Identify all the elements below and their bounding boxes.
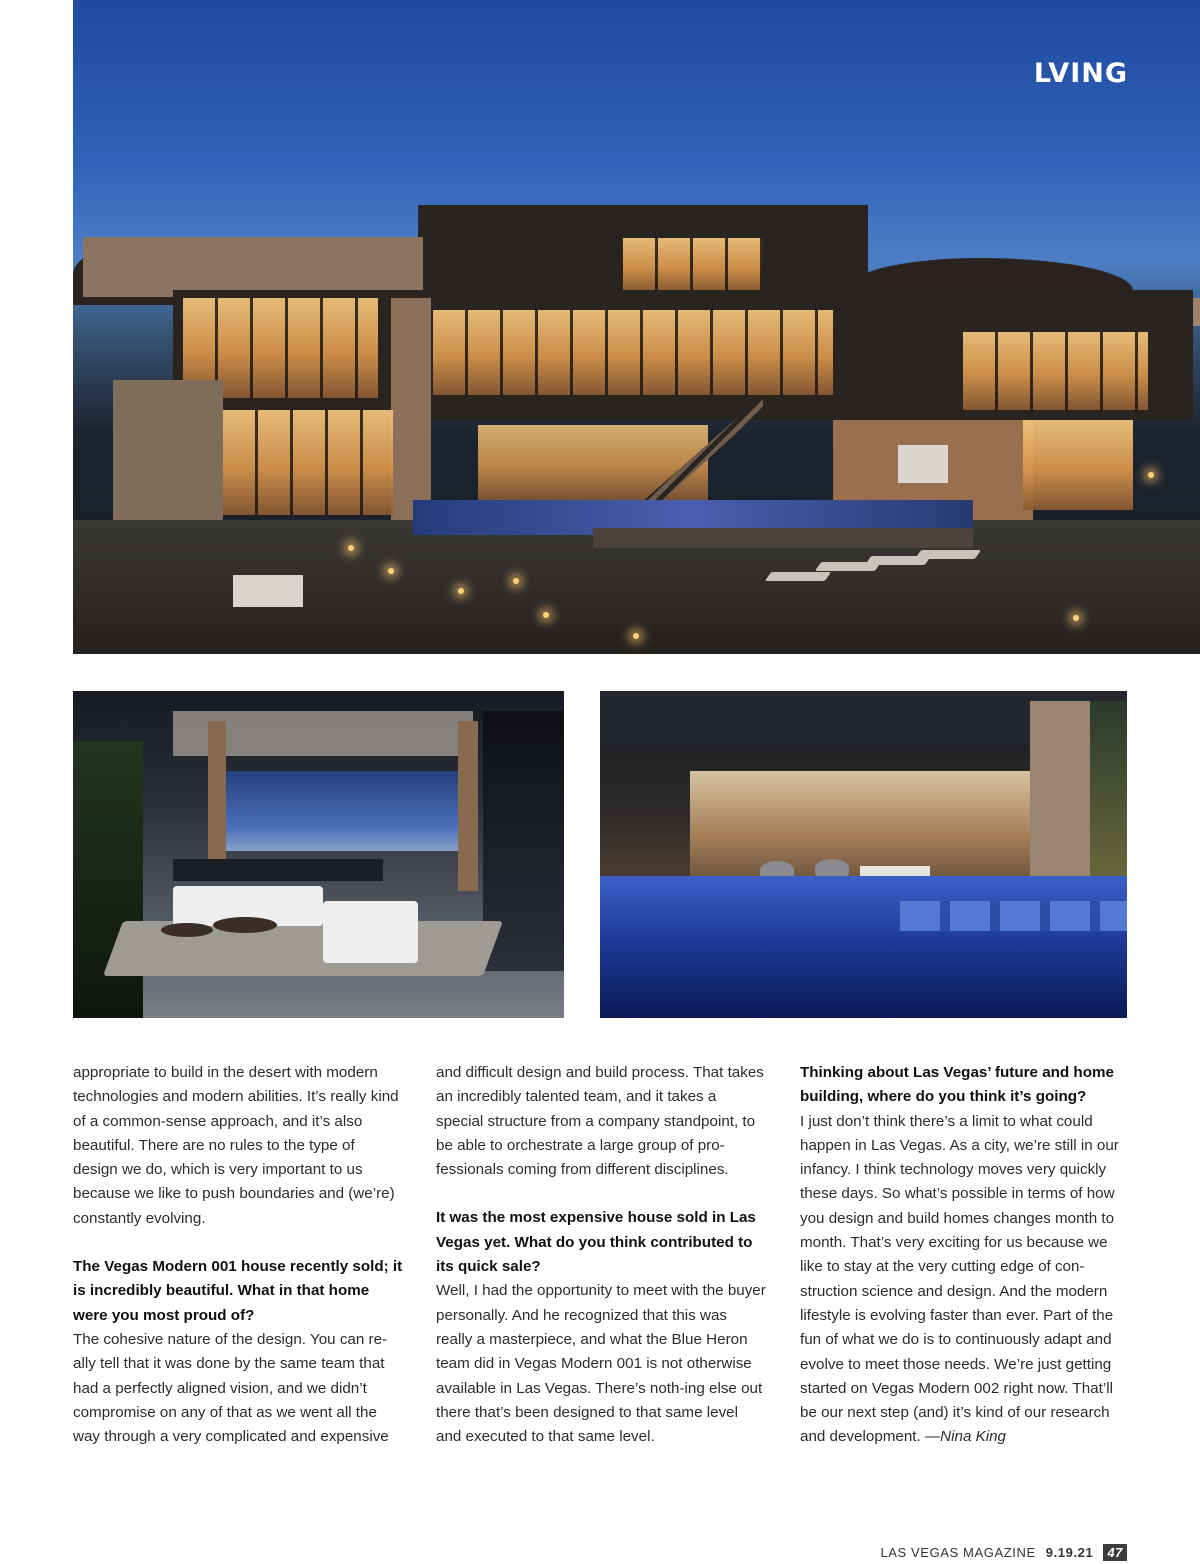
issue-date: 9.19.21 [1045, 1544, 1094, 1560]
hero-photo [73, 0, 1200, 654]
interview-answer: Well, I had the opportunity to meet with the buyer personally. And he recognized that this was really a masterpiece, and what the Blue Heron team did in Vegas Modern 001 is not otherwise available in Las Vegas. There’s noth-ing else out there that’s been designed to that same level and executed to that same level. [436, 1282, 766, 1446]
stone-wall [1030, 701, 1090, 891]
page-footer [880, 1542, 1127, 1562]
pool-patio-photo [600, 691, 1127, 1018]
garden-light [458, 588, 464, 594]
interview-answer: The cohesive nature of the design. You can re-ally tell that it was done by the same team that had a perfectly aligned vision, and we didn’t compromise on any of that as we went all the way through a very complicated and expensive [73, 1330, 389, 1446]
interview-answer: I just don’t think there’s a limit to what could happen in Las Vegas. As a city, we’re still in our infancy. I think technology moves very quickly these days. So what’s possible in terms of how you design and build homes changes month to month. That’s very exciting for us because we like to stay at the very cutting edge of con-struction science and design. And the modern lifestyle is evolving faster than ever. Part of the fun of what we do is to continuously adapt and evolve to meet those needs. We’re just getting started on Vegas Modern 002 right now. That’ll be our next step (and) it’s kind of our research and development. [800, 1112, 1119, 1446]
lower-glass-right [1023, 420, 1133, 510]
picture-window [223, 771, 458, 851]
paragraph: and difficult design and build process. That takes an incredibly talented team, and it takes a special structure from a company standpoint, to be able to orchestrate a large group of pro-fessionals coming from different disciplines. [436, 1064, 764, 1179]
text-column-2 [436, 1061, 766, 1449]
coffee-table [213, 917, 277, 933]
pool-edge [593, 528, 973, 548]
indoor-plant [73, 741, 143, 1018]
living-room-photo [73, 691, 564, 1018]
paragraph: appropriate to build in the desert with modern technologies and modern abilities. It’s really kind of a common-sense approach, and it’s also beautiful. There are no rules to the type of design we do, which is very important to us because we like to push boundaries and (we’re) constantly evolving. [73, 1064, 399, 1227]
bar-counter [173, 859, 383, 881]
qa-block [73, 1255, 403, 1449]
coffee-table [161, 923, 213, 937]
garden-light [513, 578, 519, 584]
publication-name: LAS VEGAS MAGAZINE [880, 1544, 1036, 1560]
interview-question: Thinking about Las Vegas’ future and home building, where do you think it’s going? [800, 1064, 1114, 1106]
sun-lounger [765, 572, 831, 581]
pool-water [600, 876, 1127, 1018]
garden-light [348, 545, 354, 551]
outdoor-tv [898, 445, 948, 483]
qa-block [800, 1061, 1130, 1450]
lounge-chair [233, 575, 303, 607]
text-column-1 [73, 1061, 403, 1449]
text-column-3 [800, 1061, 1130, 1450]
garden-light [633, 633, 639, 639]
roof-slab-left [83, 237, 423, 297]
sun-lounger [915, 550, 981, 559]
garden-light [543, 612, 549, 618]
qa-block [436, 1206, 766, 1449]
section-label: LVING [1033, 58, 1128, 89]
stepping-stones [900, 901, 1127, 931]
author-signature: —Nina King [924, 1428, 1007, 1446]
garden-light [1073, 615, 1079, 621]
sectional-sofa [323, 901, 418, 963]
garden-light [1148, 472, 1154, 478]
lit-interior [690, 771, 1030, 881]
page-number: 47 [1103, 1544, 1127, 1561]
stone-wall [113, 380, 223, 520]
interview-question: It was the most expensive house sold in Las Vegas yet. What do you think contributed to its quick sale? [436, 1209, 756, 1276]
lounge-chair [815, 859, 849, 877]
garden-light [388, 568, 394, 574]
interview-question: The Vegas Modern 001 house recently sold; it is incredibly beautiful. What in that home were you most proud of? [73, 1258, 403, 1324]
